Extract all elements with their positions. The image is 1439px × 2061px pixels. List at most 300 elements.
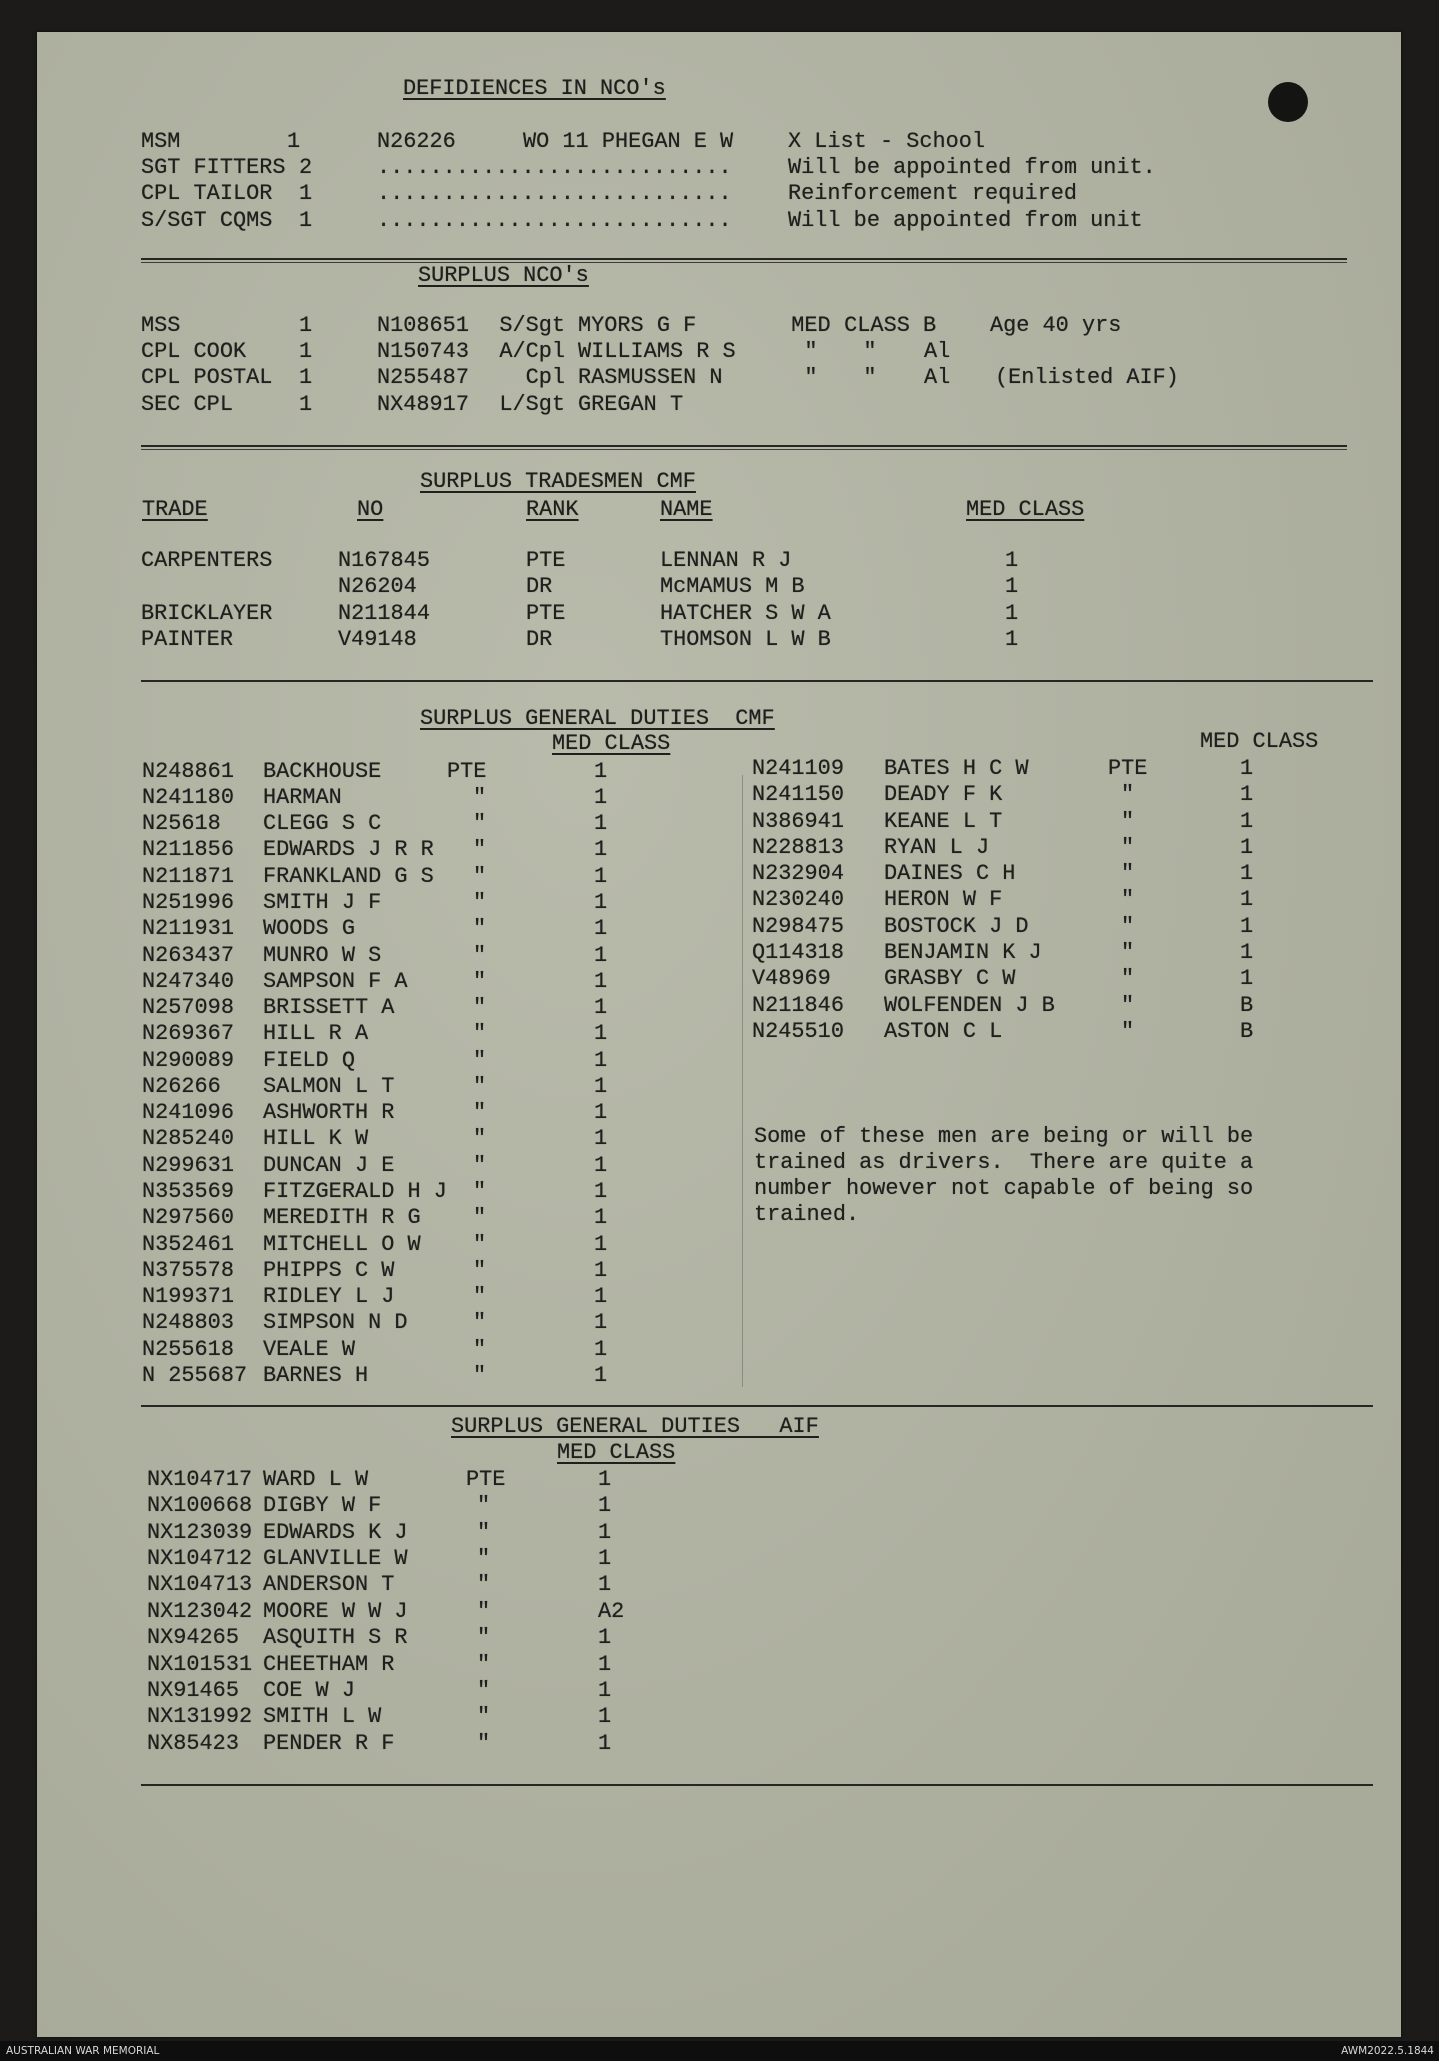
role-cell: CPL TAILOR — [141, 181, 273, 206]
name-cell: HILL K W — [263, 1126, 369, 1152]
role-cell: SGT FITTERS — [141, 155, 286, 180]
ditto-mark: " — [863, 339, 877, 364]
med-class-cell: 1 — [598, 1572, 612, 1598]
rank-cell: A/Cpl — [499, 339, 565, 364]
table-row — [0, 1363, 1439, 1389]
name-cell: VEALE W — [263, 1336, 355, 1362]
section-divider — [141, 680, 1373, 682]
rank-cell: PTE — [466, 1467, 506, 1492]
service-number-cell: N297560 — [142, 1205, 234, 1231]
name-cell: MEREDITH R G — [263, 1205, 421, 1231]
med-class-cell: 1 — [598, 1546, 612, 1571]
table-row — [0, 1678, 1439, 1704]
ditto-mark: " — [1121, 913, 1135, 939]
role-cell: S/SGT CQMS — [141, 208, 273, 233]
table-row — [0, 940, 1439, 966]
name-cell: PENDER R F — [263, 1730, 395, 1756]
service-number-cell: N375578 — [142, 1257, 234, 1283]
service-number-cell: N26204 — [338, 574, 417, 599]
trade-cell: BRICKLAYER — [141, 601, 273, 626]
rank-cell: DR — [526, 574, 553, 599]
med-class-cell: B — [1240, 992, 1254, 1018]
name-cell: DUNCAN J E — [263, 1152, 395, 1178]
remark-cell: Will be appointed from unit — [788, 208, 1143, 233]
name-cell: PHIPPS C W — [263, 1257, 395, 1283]
rank-cell: PTE — [447, 758, 487, 784]
ditto-mark: " — [477, 1677, 491, 1703]
med-class-cell: 1 — [594, 811, 608, 837]
med-class-cell: 1 — [594, 995, 608, 1020]
med-class-cell: 1 — [1240, 782, 1254, 808]
name-cell: HARMAN — [263, 784, 342, 810]
note-line: trained as drivers. There are quite a — [754, 1150, 1254, 1175]
name-cell: GREGAN T — [578, 392, 684, 417]
table-row — [0, 887, 1439, 913]
name-cell: MOORE W W J — [263, 1598, 408, 1624]
name-cell: FITZGERALD H J — [263, 1179, 447, 1204]
name-cell: MITCHELL O W — [263, 1231, 421, 1257]
service-number-cell: V48969 — [752, 966, 831, 992]
note-line: trained. — [754, 1202, 860, 1227]
name-cell: GLANVILLE W — [263, 1546, 408, 1571]
table-row — [0, 1572, 1439, 1598]
med-class-cell: 1 — [1005, 627, 1019, 652]
column-header-rank: RANK — [526, 497, 579, 522]
med-class-cell: 1 — [1240, 861, 1254, 887]
service-number-cell: NX123039 — [147, 1519, 253, 1545]
service-number-cell: N352461 — [142, 1231, 234, 1257]
med-class-cell: 1 — [594, 942, 608, 968]
service-number-cell: N257098 — [142, 995, 234, 1020]
med-class-cell: 1 — [598, 1651, 612, 1677]
number-cell: N26226 — [377, 129, 456, 154]
service-number-cell: N241180 — [142, 784, 234, 810]
role-cell: MSM — [141, 129, 181, 154]
name-cell: DAINES C H — [884, 861, 1016, 887]
table-header-row — [0, 497, 1439, 523]
service-number-cell: NX91465 — [147, 1677, 239, 1703]
service-number-cell: N228813 — [752, 834, 844, 860]
name-cell: GRASBY C W — [884, 966, 1016, 992]
service-number-cell: N232904 — [752, 861, 844, 887]
count-cell: 1 — [299, 313, 313, 338]
service-number-cell: N263437 — [142, 942, 234, 968]
ditto-mark: " — [1121, 940, 1135, 965]
section-divider — [141, 1784, 1373, 1786]
table-row — [0, 1652, 1439, 1678]
ditto-mark: " — [863, 365, 877, 390]
reference-number: AWM2022.5.1844 — [1341, 2045, 1434, 2057]
ditto-mark: " — [477, 1519, 491, 1545]
service-number-cell: NX131992 — [147, 1704, 253, 1730]
service-number-cell: N211844 — [338, 601, 430, 626]
name-cell: FRANKLAND G S — [263, 863, 434, 889]
table-row — [0, 835, 1439, 861]
med-class-cell: 1 — [594, 1231, 608, 1257]
table-row — [0, 574, 1439, 600]
med-class-cell: 1 — [594, 1362, 608, 1388]
table-row — [0, 365, 1439, 391]
name-cell: THOMSON L W B — [660, 627, 831, 652]
table-row — [0, 627, 1439, 653]
table-row — [0, 1493, 1439, 1519]
service-number-cell: N167845 — [338, 548, 430, 573]
name-cell: SMITH J F — [263, 889, 382, 915]
name-cell: SALMON L T — [263, 1073, 395, 1099]
ditto-mark: " — [1121, 992, 1135, 1018]
service-number-cell: N247340 — [142, 968, 234, 994]
ditto-mark: " — [804, 339, 818, 364]
table-row — [0, 1625, 1439, 1651]
count-cell: 1 — [299, 208, 313, 233]
table-row — [0, 392, 1439, 418]
service-number-cell: NX101531 — [147, 1651, 253, 1677]
service-number-cell: NX94265 — [147, 1625, 239, 1651]
name-cell: MUNRO W S — [263, 942, 382, 968]
med-class-cell: 1 — [594, 1257, 608, 1283]
service-number-cell: N26266 — [142, 1073, 221, 1099]
column-header-name: NAME — [660, 497, 713, 522]
number-cell: NX48917 — [377, 392, 469, 417]
name-cell: RASMUSSEN N — [578, 365, 723, 390]
ditto-mark: " — [804, 365, 818, 390]
table-row — [0, 1731, 1439, 1757]
ditto-mark: " — [1121, 887, 1135, 913]
name-cell: WOLFENDEN J B — [884, 992, 1055, 1018]
name-cell: BACKHOUSE — [263, 758, 382, 784]
med-class-cell: 1 — [1240, 940, 1254, 965]
service-number-cell: N241109 — [752, 756, 844, 781]
med-class-cell: 1 — [598, 1625, 612, 1651]
ditto-mark: " — [477, 1651, 491, 1677]
section-title: SURPLUS NCO's — [418, 263, 589, 288]
name-cell: WOODS G — [263, 916, 355, 942]
ditto-mark: " — [477, 1625, 491, 1651]
ditto-mark: " — [477, 1704, 491, 1730]
table-row — [0, 861, 1439, 887]
name-cell: CLEGG S C — [263, 811, 382, 837]
note-line: Some of these men are being or will be — [754, 1124, 1254, 1149]
med-class-cell: 1 — [598, 1493, 612, 1519]
table-row — [0, 1337, 1439, 1363]
service-number-cell: N251996 — [142, 889, 234, 915]
med-class-cell: 1 — [594, 968, 608, 994]
rank-cell: PTE — [1108, 756, 1148, 781]
role-cell: SEC CPL — [141, 392, 233, 417]
table-row — [0, 1048, 1439, 1074]
ditto-mark: " — [473, 1047, 487, 1073]
med-class-cell: 1 — [594, 837, 608, 863]
service-number-cell: N211856 — [142, 837, 234, 863]
ditto-mark: " — [477, 1598, 491, 1624]
med-class-cell: 1 — [598, 1677, 612, 1703]
med-class-cell: 1 — [594, 1205, 608, 1231]
ditto-mark: " — [1121, 808, 1135, 834]
table-row — [0, 129, 1439, 155]
section-title: SURPLUS GENERAL DUTIES AIF — [451, 1414, 819, 1439]
name-cell: McMAMUS M B — [660, 574, 805, 599]
service-number-cell: NX104712 — [147, 1546, 253, 1571]
table-row — [0, 1599, 1439, 1625]
service-number-cell: NX104717 — [147, 1467, 253, 1492]
med-class-cell: 1 — [1240, 834, 1254, 860]
table-row — [0, 1232, 1439, 1258]
med-class-cell: 1 — [1005, 548, 1019, 573]
name-cell: ASTON C L — [884, 1018, 1003, 1044]
name-cell: RIDLEY L J — [263, 1284, 395, 1310]
med-class-cell: B — [1240, 1018, 1254, 1044]
med-class-cell: 1 — [1240, 966, 1254, 992]
role-cell: MSS — [141, 313, 181, 338]
number-cell: N255487 — [377, 365, 469, 390]
rank-cell: S/Sgt — [499, 313, 565, 338]
section-divider — [141, 258, 1347, 263]
name-cell: MYORS G F — [578, 313, 697, 338]
note-line: number however not capable of being so — [754, 1176, 1254, 1201]
name-cell: BOSTOCK J D — [884, 913, 1029, 939]
ditto-mark: " — [473, 1179, 487, 1204]
archive-footer — [0, 2041, 1439, 2061]
med-class-cell: 1 — [598, 1467, 612, 1492]
table-row — [0, 782, 1439, 808]
ditto-mark: " — [473, 1257, 487, 1283]
service-number-cell: N248803 — [142, 1310, 234, 1336]
med-class-cell: 1 — [594, 1021, 608, 1047]
name-cell: DIGBY W F — [263, 1493, 382, 1519]
med-class-cell: 1 — [1240, 808, 1254, 834]
med-class-cell: 1 — [1240, 756, 1254, 781]
count-cell: 2 — [299, 155, 313, 180]
ditto-mark: " — [473, 916, 487, 942]
name-cell: BRISSETT A — [263, 995, 395, 1020]
med-class-cell: 1 — [594, 1152, 608, 1178]
ditto-mark: " — [473, 784, 487, 810]
table-row — [0, 1284, 1439, 1310]
section-title: SURPLUS TRADESMEN CMF — [420, 469, 696, 494]
column-header-no: NO — [357, 497, 384, 522]
table-row — [0, 1100, 1439, 1126]
name-cell: SAMPSON F A — [263, 968, 408, 994]
med-class-cell: 1 — [594, 1310, 608, 1336]
table-row — [0, 548, 1439, 574]
name-cell: HATCHER S W A — [660, 601, 831, 626]
number-cell: N150743 — [377, 339, 469, 364]
column-header-trade: TRADE — [142, 497, 208, 522]
note-cell: (Enlisted AIF) — [995, 365, 1179, 390]
table-row — [0, 993, 1439, 1019]
service-number-cell: NX123042 — [147, 1598, 253, 1624]
table-row — [0, 1546, 1439, 1572]
med-class-cell: 1 — [598, 1704, 612, 1730]
table-row — [0, 1704, 1439, 1730]
name-cell: DEADY F K — [884, 782, 1003, 808]
service-number-cell: N211846 — [752, 992, 844, 1018]
table-row — [0, 208, 1439, 234]
ditto-mark: " — [477, 1730, 491, 1756]
table-row — [0, 601, 1439, 627]
ditto-mark: " — [473, 1362, 487, 1388]
service-number-cell: N 255687 — [142, 1362, 248, 1388]
service-number-cell: N386941 — [752, 808, 844, 834]
ditto-mark: " — [1121, 861, 1135, 887]
name-cell: BATES H C W — [884, 756, 1029, 781]
table-row — [0, 1520, 1439, 1546]
med-class-cell: 1 — [598, 1519, 612, 1545]
ditto-mark: " — [1121, 966, 1135, 992]
rank-cell: DR — [526, 627, 553, 652]
service-number-cell: Q114318 — [752, 940, 844, 965]
count-cell: 1 — [287, 129, 301, 154]
section-title: SURPLUS GENERAL DUTIES CMF — [420, 706, 775, 731]
ditto-mark: " — [477, 1493, 491, 1519]
name-cell: EDWARDS J R R — [263, 837, 434, 863]
column-header-med-class: MED CLASS — [966, 497, 1085, 522]
ditto-mark: " — [477, 1572, 491, 1598]
service-number-cell: N255618 — [142, 1336, 234, 1362]
ditto-mark: " — [473, 1021, 487, 1047]
med-class-value: B — [923, 313, 937, 338]
number-cell: ........................... — [377, 208, 732, 233]
service-number-cell: N248861 — [142, 758, 234, 784]
service-number-cell: NX85423 — [147, 1730, 239, 1756]
trade-cell: PAINTER — [141, 627, 233, 652]
name-cell: SIMPSON N D — [263, 1310, 408, 1336]
name-cell: ASHWORTH R — [263, 1100, 395, 1126]
med-class-cell: 1 — [594, 863, 608, 889]
service-number-cell: N269367 — [142, 1021, 234, 1047]
table-row — [0, 756, 1439, 782]
med-class-cell: 1 — [594, 1179, 608, 1204]
remark-cell: Reinforcement required — [788, 181, 1078, 206]
med-class-cell: 1 — [594, 758, 608, 784]
rank-cell: Cpl — [525, 365, 565, 390]
service-number-cell: N25618 — [142, 811, 221, 837]
table-row — [0, 1074, 1439, 1100]
med-class-cell: 1 — [1240, 913, 1254, 939]
number-cell: N108651 — [377, 313, 469, 338]
name-cell: WO 11 PHEGAN E W — [523, 129, 734, 154]
ditto-mark: " — [473, 995, 487, 1020]
ditto-mark: " — [473, 1152, 487, 1178]
med-class-cell: A2 — [598, 1598, 625, 1624]
note-cell: Age 40 yrs — [990, 313, 1122, 338]
name-cell: HILL R A — [263, 1021, 369, 1047]
service-number-cell: N199371 — [142, 1284, 234, 1310]
ditto-mark: " — [473, 968, 487, 994]
ditto-mark: " — [473, 1336, 487, 1362]
med-class-cell: 1 — [598, 1730, 612, 1756]
service-number-cell: N290089 — [142, 1047, 234, 1073]
rank-cell: PTE — [526, 601, 566, 626]
name-cell: WILLIAMS R S — [578, 339, 736, 364]
med-class-label: MED — [791, 313, 831, 338]
ditto-mark: " — [473, 1231, 487, 1257]
service-number-cell: N298475 — [752, 913, 844, 939]
role-cell: CPL COOK — [141, 339, 247, 364]
service-number-cell: N230240 — [752, 887, 844, 913]
count-cell: 1 — [299, 181, 313, 206]
name-cell: COE W J — [263, 1677, 355, 1703]
ditto-mark: " — [473, 811, 487, 837]
ditto-mark: " — [473, 1126, 487, 1152]
count-cell: 1 — [299, 339, 313, 364]
name-cell: RYAN L J — [884, 834, 990, 860]
rank-cell: PTE — [526, 548, 566, 573]
name-cell: SMITH L W — [263, 1704, 382, 1730]
ditto-mark: " — [473, 1073, 487, 1099]
ditto-mark: " — [473, 837, 487, 863]
med-class-cell: 1 — [594, 1126, 608, 1152]
punch-hole — [1268, 82, 1308, 122]
name-cell: EDWARDS K J — [263, 1519, 408, 1545]
service-number-cell: N211871 — [142, 863, 234, 889]
ditto-mark: " — [1121, 782, 1135, 808]
remark-cell: X List - School — [788, 129, 986, 154]
table-row — [0, 809, 1439, 835]
number-cell: ........................... — [377, 155, 732, 180]
table-row — [0, 313, 1439, 339]
med-class-value: Al — [924, 339, 951, 364]
role-cell: CPL POSTAL — [141, 365, 273, 390]
ditto-mark: " — [473, 1100, 487, 1126]
column-header-med-class: MED CLASS — [552, 731, 671, 756]
ditto-mark: " — [477, 1546, 491, 1571]
ditto-mark: " — [1121, 834, 1135, 860]
ditto-mark: " — [473, 1205, 487, 1231]
med-class-cell: 1 — [594, 1284, 608, 1310]
name-cell: WARD L W — [263, 1467, 369, 1492]
med-class-cell: 1 — [594, 1073, 608, 1099]
remark-cell: Will be appointed from unit. — [788, 155, 1156, 180]
service-number-cell: N241096 — [142, 1100, 234, 1126]
table-row — [0, 155, 1439, 181]
table-row — [0, 966, 1439, 992]
med-class-cell: 1 — [594, 889, 608, 915]
service-number-cell: N353569 — [142, 1179, 234, 1204]
section-divider — [141, 1405, 1373, 1407]
trade-cell: CARPENTERS — [141, 548, 273, 573]
table-row — [0, 914, 1439, 940]
name-cell: ANDERSON T — [263, 1572, 395, 1598]
table-row — [0, 1467, 1439, 1493]
section-divider — [141, 445, 1347, 450]
med-class-cell: 1 — [594, 916, 608, 942]
number-cell: ........................... — [377, 181, 732, 206]
table-row — [0, 1258, 1439, 1284]
section-title: DEFIDIENCES IN NCO's — [403, 76, 666, 101]
med-class-cell: 1 — [1240, 887, 1254, 913]
name-cell: FIELD Q — [263, 1047, 355, 1073]
ditto-mark: " — [473, 1284, 487, 1310]
name-cell: CHEETHAM R — [263, 1651, 395, 1677]
name-cell: BENJAMIN K J — [884, 940, 1042, 965]
ditto-mark: " — [473, 942, 487, 968]
name-cell: KEANE L T — [884, 808, 1003, 834]
med-class-cell: 1 — [1005, 601, 1019, 626]
med-class-cell: 1 — [594, 1047, 608, 1073]
table-row — [0, 339, 1439, 365]
med-class-cell: 1 — [594, 784, 608, 810]
count-cell: 1 — [299, 365, 313, 390]
ditto-mark: " — [1121, 1018, 1135, 1044]
ditto-mark: " — [473, 863, 487, 889]
table-row — [0, 181, 1439, 207]
service-number-cell: N211931 — [142, 916, 234, 942]
service-number-cell: NX104713 — [147, 1572, 253, 1598]
service-number-cell: V49148 — [338, 627, 417, 652]
ditto-mark: " — [473, 1310, 487, 1336]
med-class-cell: 1 — [594, 1100, 608, 1126]
